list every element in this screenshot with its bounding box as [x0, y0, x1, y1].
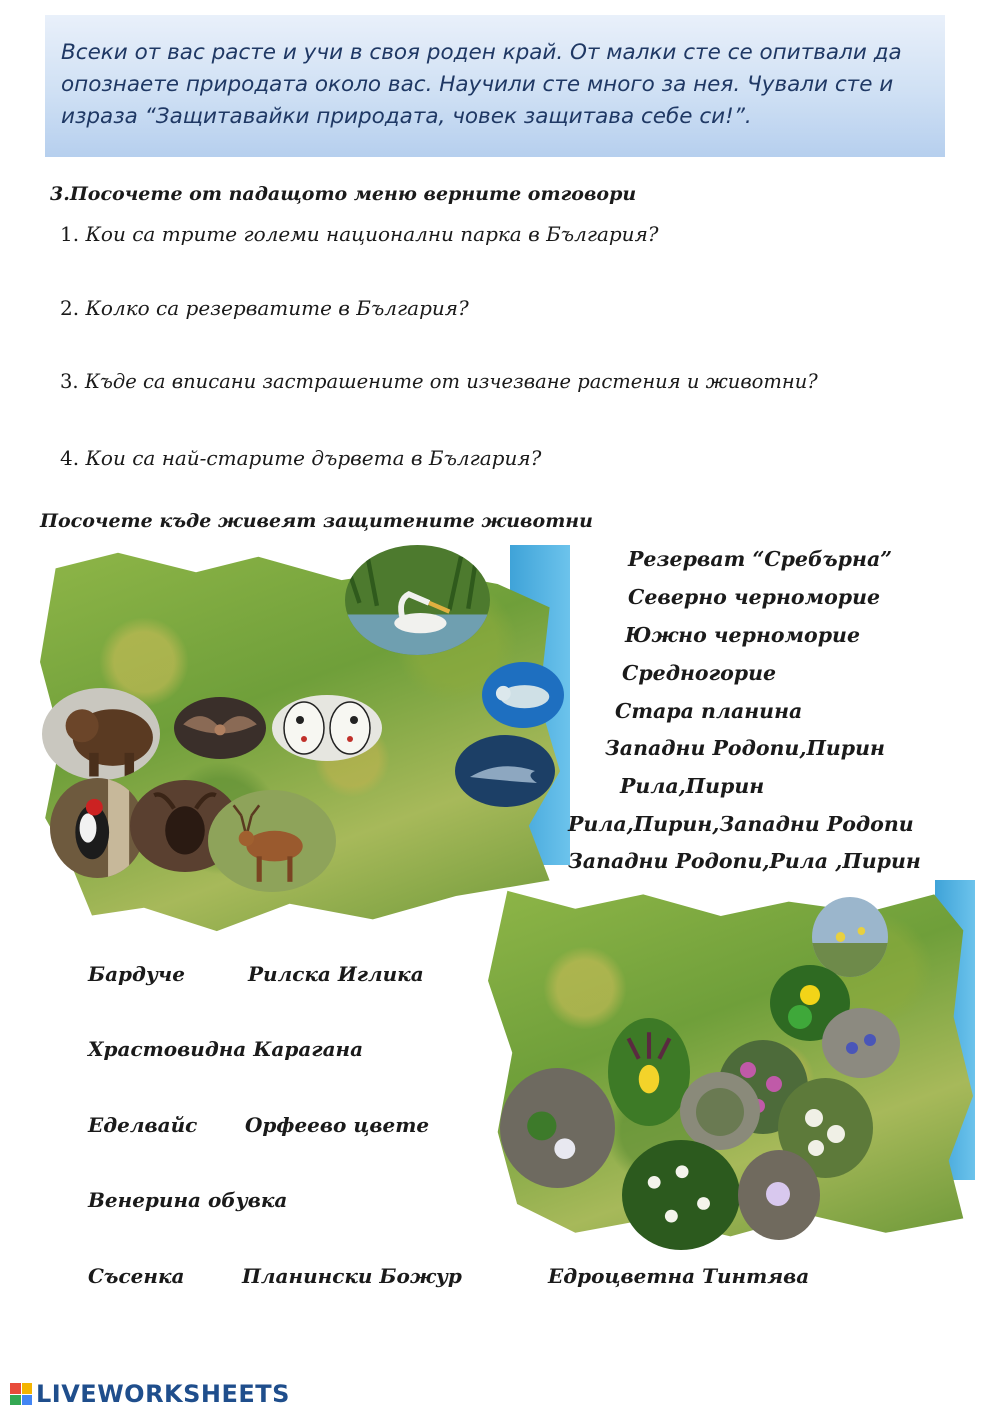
plant-label: Рилска Иглика [248, 962, 424, 986]
deer-photo [208, 790, 336, 892]
brand-name: LIVEWORKSHEETS [36, 1380, 290, 1408]
question-text: Кои са трите големи национални парка в България? [85, 222, 659, 246]
region-label: Южно черноморие [625, 623, 860, 647]
question-1 [60, 222, 659, 246]
question-4 [60, 446, 541, 470]
intro-box [45, 15, 945, 157]
plant-label: Венерина обувка [88, 1188, 288, 1212]
region-label: Западни Родопи,Рила ,Пирин [568, 849, 921, 873]
task3-heading: 3.Посочете от падащото меню верните отговори [50, 183, 637, 205]
shrub-photo [680, 1072, 760, 1150]
plant-label: Орфеево цвете [245, 1113, 430, 1137]
question-text: Колко са резерватите в България? [85, 296, 469, 320]
question-2 [60, 296, 469, 320]
region-label: Северно черноморие [628, 585, 881, 609]
question-3 [60, 370, 818, 393]
liveworksheets-logo[interactable] [10, 1380, 290, 1408]
flower-photo [822, 1008, 900, 1078]
animals-heading: Посочете къде живеят защитените животни [40, 510, 593, 532]
plant-label: Съсенка [88, 1264, 185, 1288]
plant-label: Планински Божур [242, 1264, 462, 1288]
region-label: Резерват “Сребърна” [628, 547, 893, 571]
pelican-photo [345, 545, 490, 655]
plant-label: Храстовидна Карагана [88, 1037, 364, 1061]
region-label: Средногорие [622, 661, 777, 685]
question-number: 3. [60, 370, 79, 393]
question-number: 2. [60, 296, 80, 320]
question-number: 1. [60, 222, 80, 246]
question-text: Къде са вписани застрашените от изчезване растения и животни? [84, 370, 818, 393]
plant-label: Бардуче [88, 962, 185, 986]
flower-photo [500, 1068, 615, 1188]
flower-photo [812, 897, 888, 977]
logo-icon [10, 1383, 32, 1405]
bat-photo [174, 697, 266, 759]
region-label: Западни Родопи,Пирин [605, 736, 885, 760]
butterfly-photo [272, 695, 382, 761]
region-label: Стара планина [615, 699, 803, 723]
flower-photo [738, 1150, 820, 1240]
dolphin-photo [455, 735, 555, 807]
plant-label: Едроцветна Тинтява [548, 1264, 810, 1288]
lady-slipper-photo [608, 1018, 690, 1126]
intro-text: Всеки от вас расте и учи в своя роден край. От малки сте се опитвали да опознаете природата около вас. Научили сте много за нея. Чували сте и израза “Защитавайки природата, човек защитава себе си!”. [61, 40, 902, 129]
question-text: Кои са най-старите дървета в България? [85, 446, 542, 470]
flower-photo [622, 1140, 740, 1250]
region-label: Рила,Пирин [620, 774, 765, 798]
bear-photo [42, 688, 160, 780]
question-number: 4. [60, 446, 80, 470]
plant-label: Еделвайс [88, 1113, 198, 1137]
region-label: Рила,Пирин,Западни Родопи [568, 812, 914, 836]
seal-photo [482, 662, 564, 728]
